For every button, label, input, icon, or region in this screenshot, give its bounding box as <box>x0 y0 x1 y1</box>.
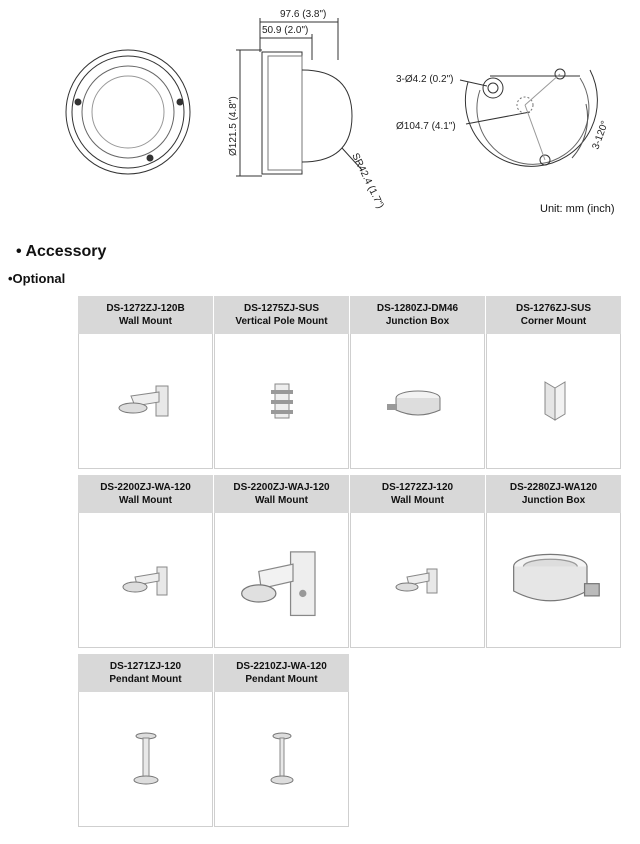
top-view-drawing <box>66 50 190 174</box>
base-width-label: 50.9 (2.0") <box>262 25 309 36</box>
accessory-model: DS-2280ZJ-WA120 <box>509 482 598 493</box>
accessory-type: Pendant Mount <box>245 674 318 685</box>
dome-radius-label: SR42.4 (1.7") <box>349 151 386 211</box>
optional-heading: •Optional <box>8 271 66 286</box>
hole-spec-label: 3-Ø4.2 (0.2") <box>396 74 454 85</box>
hole-circle-label: Ø104.7 (4.1") <box>396 121 456 132</box>
overall-width-label: 97.6 (3.8") <box>280 9 327 20</box>
wall-mount-icon <box>101 356 191 446</box>
accessory-type: Wall Mount <box>391 495 444 506</box>
accessory-caption <box>214 475 349 513</box>
accessory-card <box>214 296 349 469</box>
accessory-caption <box>486 475 621 513</box>
accessory-type: Pendant Mount <box>109 674 182 685</box>
accessory-grid <box>78 296 623 827</box>
side-view-drawing <box>236 18 362 176</box>
accessory-caption <box>350 296 485 334</box>
pole-mount-icon <box>237 356 327 446</box>
accessory-row <box>78 296 623 469</box>
pendant-mount-icon <box>101 714 191 804</box>
accessory-model: DS-2210ZJ-WA-120 <box>236 661 327 672</box>
accessory-type: Wall Mount <box>119 495 172 506</box>
accessory-type: Vertical Pole Mount <box>235 316 328 327</box>
bottom-view-drawing <box>460 69 597 166</box>
wall-mount-icon <box>373 535 463 625</box>
accessory-caption <box>350 475 485 513</box>
accessory-model: DS-1272ZJ-120 <box>381 482 454 493</box>
accessory-model: DS-2200ZJ-WA-120 <box>100 482 191 493</box>
accessory-type: Junction Box <box>385 316 450 327</box>
accessory-card <box>78 654 213 827</box>
accessory-type: Corner Mount <box>520 316 587 327</box>
accessory-card <box>78 296 213 469</box>
accessory-caption <box>78 654 213 692</box>
accessory-type: Wall Mount <box>255 495 308 506</box>
junction-box-icon <box>373 356 463 446</box>
corner-mount-icon <box>509 356 599 446</box>
accessory-row <box>78 475 623 648</box>
accessory-type: Junction Box <box>521 495 586 506</box>
accessory-model: DS-1276ZJ-SUS <box>515 303 592 314</box>
accessory-heading: • Accessory <box>16 243 107 260</box>
accessory-model: DS-1280ZJ-DM46 <box>376 303 459 314</box>
accessory-card <box>486 475 621 648</box>
height-label: Ø121.5 (4.8") <box>228 96 239 156</box>
accessory-type: Wall Mount <box>119 316 172 327</box>
accessory-caption <box>78 296 213 334</box>
accessory-caption <box>214 296 349 334</box>
accessory-card <box>486 296 621 469</box>
accessory-model: DS-1272ZJ-120B <box>106 303 185 314</box>
accessory-card <box>214 475 349 648</box>
accessory-row <box>78 654 623 827</box>
unit-label: Unit: mm (inch) <box>540 203 615 215</box>
accessory-card <box>350 475 485 648</box>
accessory-caption <box>78 475 213 513</box>
accessory-card <box>78 475 213 648</box>
accessory-caption <box>486 296 621 334</box>
accessory-model: DS-1275ZJ-SUS <box>243 303 320 314</box>
accessory-card <box>350 296 485 469</box>
accessory-caption <box>214 654 349 692</box>
accessory-model: DS-2200ZJ-WAJ-120 <box>233 482 330 493</box>
dimension-drawing <box>0 0 640 230</box>
junction-box-large-icon <box>499 525 609 635</box>
wall-mount-junction-icon <box>227 525 337 635</box>
pendant-mount-icon <box>237 714 327 804</box>
angle-label: 3-120° <box>590 119 611 152</box>
accessory-model: DS-1271ZJ-120 <box>109 661 182 672</box>
wall-mount-icon <box>101 535 191 625</box>
accessory-card <box>214 654 349 827</box>
